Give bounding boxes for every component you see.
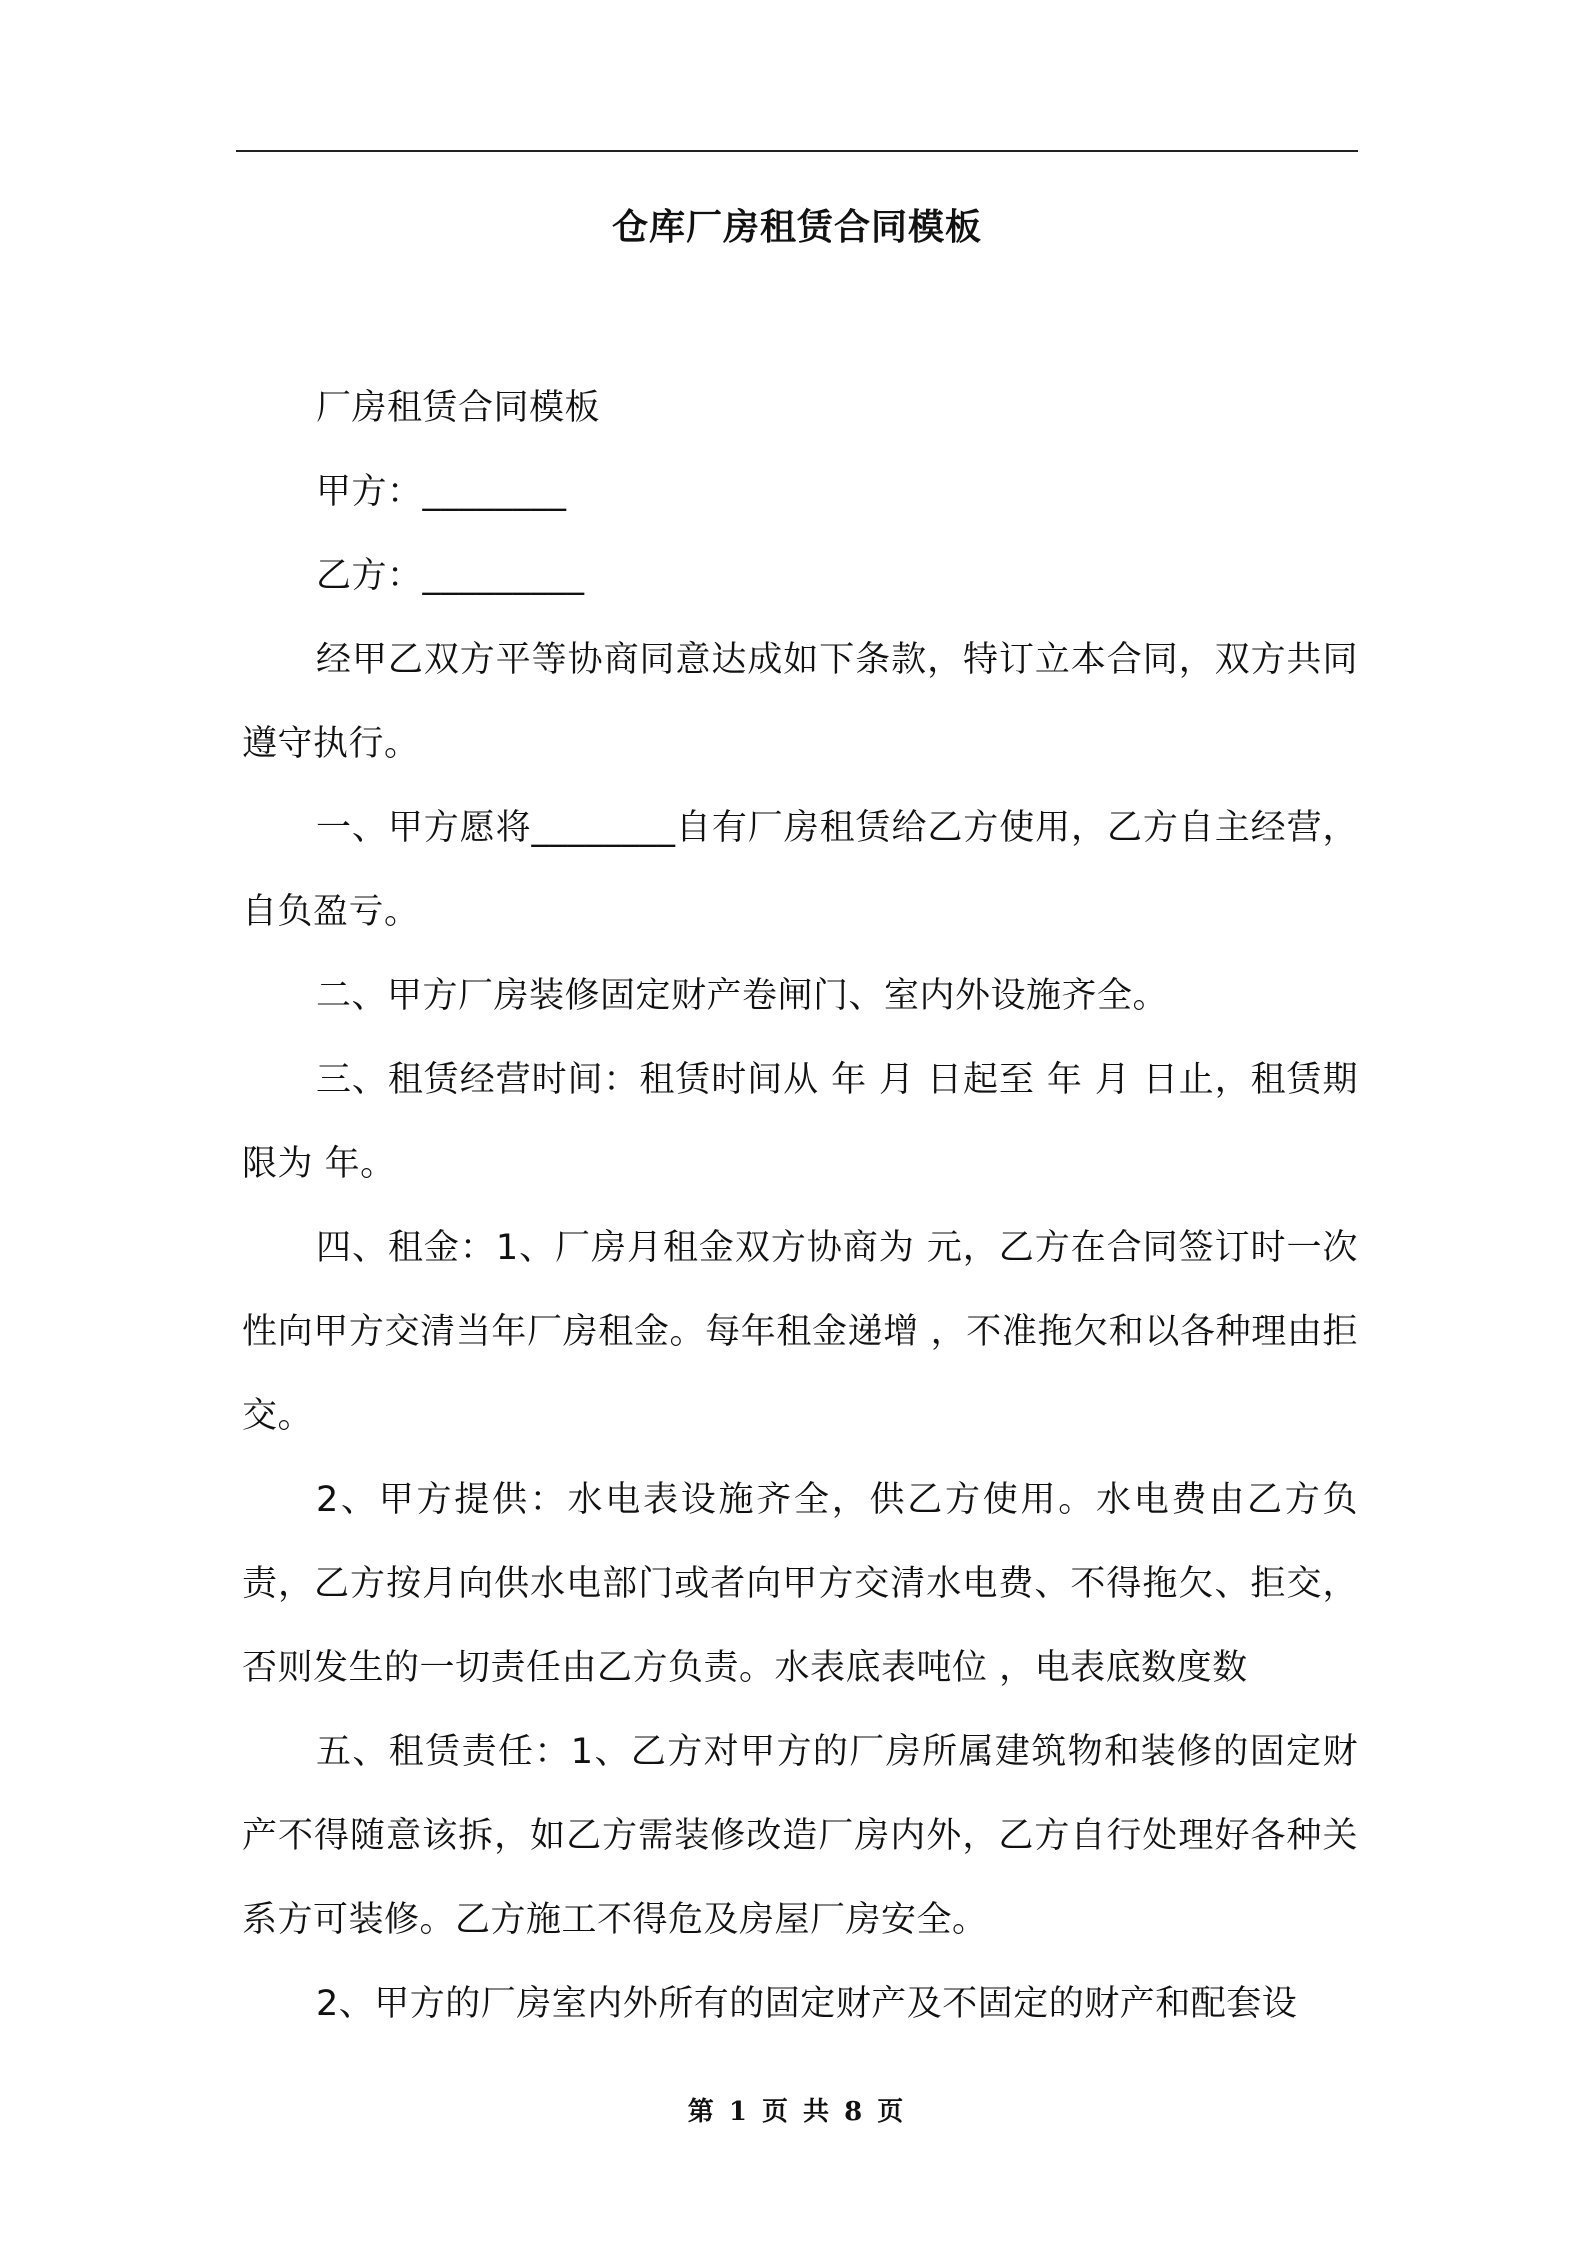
- paragraph-clause-5-property: 2、甲方的厂房室内外所有的固定财产及不固定的财产和配套设: [316, 1984, 1298, 2024]
- paragraph-contract-name: 厂房租赁合同模板: [316, 388, 601, 428]
- paragraph-clause-3: 三、租赁经营时间：租赁时间从 年 月 日起至 年 月 日止，租赁期限为 年。: [242, 1060, 1358, 1184]
- header-rule: [236, 150, 1358, 152]
- paragraph-clause-4-utilities: 2、甲方提供：水电表设施齐全，供乙方使用。水电费由乙方负责，乙方按月向供水电部门或者向甲方交清水电费、不得拖欠、拒交，否则发生的一切责任由乙方负责。水表底表吨位 ，电表底数度数: [242, 1480, 1358, 1688]
- paragraph-clause-1: 一、甲方愿将________自有厂房租赁给乙方使用，乙方自主经营，自负盈亏。: [242, 808, 1358, 932]
- page-number-footer: 第 1 页 共 8 页: [687, 2097, 907, 2127]
- paragraph-clause-4-rent: 四、租金：1、厂房月租金双方协商为 元，乙方在合同签订时一次性向甲方交清当年厂房租金。每年租金递增 ，不准拖欠和以各种理由拒交。: [242, 1228, 1358, 1436]
- paragraph-clause-5-responsibility: 五、租赁责任：1、乙方对甲方的厂房所属建筑物和装修的固定财产不得随意该拆，如乙方需装修改造厂房内外，乙方自行处理好各种关系方可装修。乙方施工不得危及房屋厂房安全。: [242, 1732, 1358, 1940]
- paragraph-preamble: 经甲乙双方平等协商同意达成如下条款，特订立本合同，双方共同遵守执行。: [242, 640, 1358, 764]
- paragraph-clause-2: 二、甲方厂房装修固定财产卷闸门、室内外设施齐全。: [316, 976, 1169, 1016]
- paragraph-party-b: 乙方：_________: [316, 556, 585, 596]
- document-body: [242, 366, 1358, 2046]
- document-title: 仓库厂房租赁合同模板: [611, 207, 982, 248]
- paragraph-party-a: 甲方：________: [316, 472, 567, 512]
